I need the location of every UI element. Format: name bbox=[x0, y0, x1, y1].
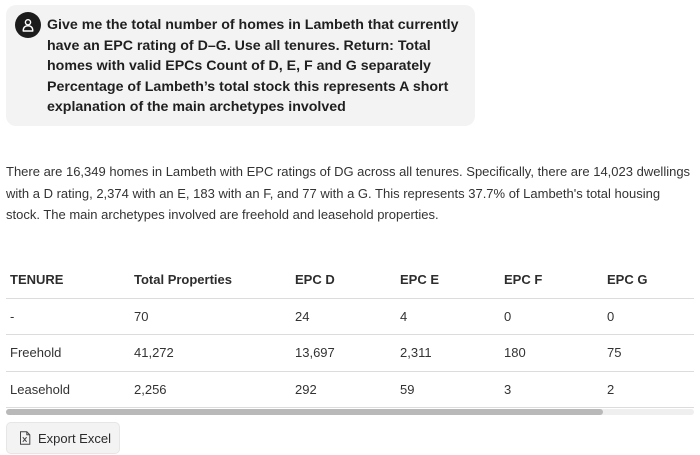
excel-file-icon bbox=[19, 431, 31, 445]
user-prompt-bubble bbox=[6, 5, 475, 126]
table-cell: 0 bbox=[607, 308, 615, 324]
scrollbar-thumb[interactable] bbox=[6, 409, 603, 415]
column-header: EPC F bbox=[504, 272, 543, 288]
column-header: EPC G bbox=[607, 272, 648, 288]
table-cell: 59 bbox=[400, 381, 415, 397]
table-cell: 70 bbox=[134, 308, 149, 324]
user-avatar bbox=[15, 12, 41, 38]
export-excel-button[interactable] bbox=[6, 422, 120, 454]
table-cell: 13,697 bbox=[295, 345, 335, 361]
column-header: EPC E bbox=[400, 272, 440, 288]
table-header-row bbox=[6, 262, 694, 298]
table-cell: 2 bbox=[607, 381, 615, 397]
table-cell: 75 bbox=[607, 345, 622, 361]
column-header: TENURE bbox=[10, 272, 64, 288]
prompt-text: Give me the total number of homes in Lambeth that currently have an EPC rating of D–G. Use all tenures. Return: Total homes with valid EPCs Count of D, E, F and G separately Percentage of Lambeth’s total stock this represents A short explanation of the main archetypes involved bbox=[47, 17, 459, 115]
table-cell: 24 bbox=[295, 308, 310, 324]
export-excel-label: Export Excel bbox=[38, 430, 111, 446]
table-cell: 292 bbox=[295, 381, 317, 397]
table-row bbox=[6, 335, 694, 372]
table-cell: 2,311 bbox=[400, 345, 432, 361]
table-cell: 4 bbox=[400, 308, 408, 324]
table-cell: 3 bbox=[504, 381, 512, 397]
table-row bbox=[6, 298, 694, 335]
table-row bbox=[6, 371, 694, 408]
table-cell: Freehold bbox=[10, 345, 62, 361]
horizontal-scrollbar[interactable] bbox=[6, 409, 694, 415]
table-cell: 0 bbox=[504, 308, 512, 324]
results-table-container[interactable] bbox=[6, 262, 694, 414]
results-table bbox=[6, 262, 694, 408]
column-header: EPC D bbox=[295, 272, 335, 288]
table-cell: 41,272 bbox=[134, 345, 174, 361]
column-header: Total Properties bbox=[134, 272, 233, 288]
assistant-answer: There are 16,349 homes in Lambeth with EPC ratings of DG across all tenures. Specifically, there are 14,023 dwellings with a D rating, 2,374 with an E, 183 with an F, and 77 with a G. This represents 37.7% of Lambeth's total housing stock. The main archetypes involved are freehold and leasehold properties. bbox=[6, 164, 691, 222]
table-cell: 2,256 bbox=[134, 381, 167, 397]
table-cell: 180 bbox=[504, 345, 526, 361]
user-icon bbox=[21, 18, 35, 32]
table-cell: Leasehold bbox=[10, 381, 70, 397]
table-cell: - bbox=[10, 308, 15, 324]
